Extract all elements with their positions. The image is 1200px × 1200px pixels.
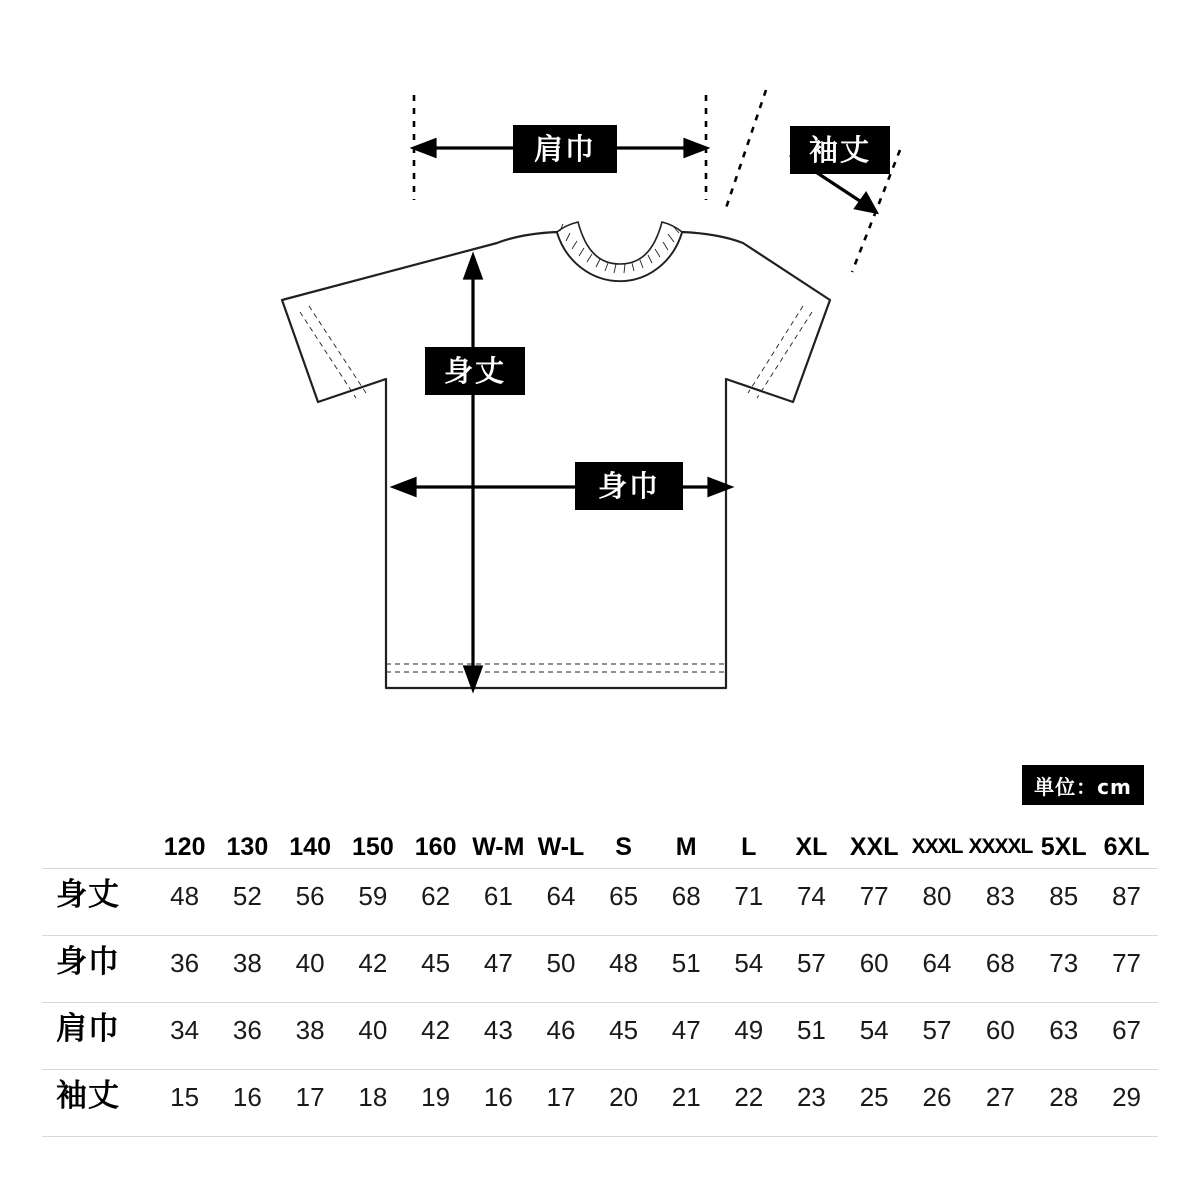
row-head-body-length: 身丈 (56, 877, 120, 913)
cell: 22 (734, 1082, 764, 1112)
col-head-150: 150 (352, 832, 394, 861)
cell: 65 (609, 881, 639, 911)
cell: 38 (295, 1015, 325, 1045)
cell: 15 (170, 1082, 200, 1112)
table-row (42, 1003, 1158, 1070)
cell: 61 (483, 881, 513, 911)
cell: 52 (232, 881, 262, 911)
col-head-l: L (741, 832, 757, 861)
row-head-body-width: 身巾 (56, 944, 120, 980)
cell: 29 (1112, 1082, 1141, 1112)
col-head-140: 140 (289, 832, 331, 861)
cell: 40 (358, 1015, 388, 1045)
col-head-blank (42, 826, 153, 869)
cell: 63 (1049, 1015, 1079, 1045)
cell: 40 (295, 948, 325, 978)
cell: 77 (859, 881, 889, 911)
table-body (42, 869, 1158, 1137)
cell: 57 (796, 948, 826, 978)
cell: 85 (1049, 881, 1079, 911)
cell: 80 (922, 881, 952, 911)
col-head-xxl: XXL (849, 832, 899, 861)
cell: 67 (1112, 1015, 1141, 1045)
col-head-xxxxl: XXXXL (968, 835, 1033, 858)
row-head-sleeve-length: 袖丈 (56, 1078, 120, 1114)
cell: 42 (358, 948, 388, 978)
table-header-row (42, 826, 1158, 869)
cell: 16 (232, 1082, 262, 1112)
size-chart-table (42, 826, 1158, 1137)
cell: 28 (1049, 1082, 1079, 1112)
cell: 45 (421, 948, 451, 978)
cell: 83 (985, 881, 1015, 911)
cell: 17 (295, 1082, 325, 1112)
table-row (42, 936, 1158, 1003)
col-head-xxxl: XXXL (911, 835, 963, 858)
cell: 71 (734, 881, 764, 911)
cell: 49 (734, 1015, 764, 1045)
cell: 56 (295, 881, 325, 911)
cell: 48 (170, 881, 200, 911)
cell: 26 (922, 1082, 952, 1112)
cell: 50 (546, 948, 576, 978)
col-head-xl: XL (795, 832, 828, 861)
cell: 62 (421, 881, 451, 911)
table-row (42, 869, 1158, 936)
cell: 64 (922, 948, 952, 978)
tshirt-outline (282, 232, 830, 688)
cell: 42 (421, 1015, 451, 1045)
cell: 27 (985, 1082, 1015, 1112)
unit-badge: 単位：cm (1022, 765, 1144, 805)
cell: 36 (232, 1015, 262, 1045)
cell: 18 (358, 1082, 388, 1112)
col-head-120: 120 (163, 832, 206, 861)
cell: 47 (671, 1015, 701, 1045)
label-body-length: 身丈 (425, 347, 525, 395)
cell: 51 (671, 948, 701, 978)
row-head-shoulder-width: 肩巾 (56, 1011, 120, 1047)
cell: 73 (1049, 948, 1079, 978)
cell: 54 (734, 948, 764, 978)
label-body-width: 身巾 (575, 462, 683, 510)
cell: 51 (796, 1015, 826, 1045)
cell: 48 (609, 948, 639, 978)
col-head-wm: W-M (472, 832, 525, 861)
col-head-6xl: 6XL (1103, 832, 1150, 861)
cell: 36 (170, 948, 200, 978)
col-head-130: 130 (226, 832, 269, 861)
cell: 16 (483, 1082, 513, 1112)
col-head-wl: W-L (537, 832, 585, 861)
cell: 68 (985, 948, 1015, 978)
cell: 87 (1112, 881, 1141, 911)
cell: 59 (358, 881, 388, 911)
cell: 19 (421, 1082, 451, 1112)
cell: 77 (1112, 948, 1141, 978)
col-head-160: 160 (414, 832, 457, 861)
label-shoulder-width: 肩巾 (513, 125, 617, 173)
cell: 47 (483, 948, 513, 978)
cell: 20 (609, 1082, 639, 1112)
col-head-s: S (615, 832, 632, 861)
cell: 17 (546, 1082, 576, 1112)
cell: 60 (985, 1015, 1015, 1045)
label-sleeve-length: 袖丈 (790, 126, 890, 174)
cell: 46 (546, 1015, 576, 1045)
cell: 43 (483, 1015, 513, 1045)
cell: 34 (170, 1015, 200, 1045)
col-head-5xl: 5XL (1040, 832, 1087, 861)
cell: 60 (859, 948, 889, 978)
cell: 64 (546, 881, 576, 911)
cell: 45 (609, 1015, 639, 1045)
cell: 38 (232, 948, 262, 978)
cell: 23 (796, 1082, 826, 1112)
table-header (42, 826, 1158, 869)
cell: 54 (859, 1015, 889, 1045)
cell: 74 (796, 881, 826, 911)
cell: 25 (859, 1082, 889, 1112)
table-row (42, 1070, 1158, 1137)
cell: 57 (922, 1015, 952, 1045)
cell: 68 (671, 881, 701, 911)
cell: 21 (671, 1082, 701, 1112)
col-head-m: M (675, 832, 697, 861)
